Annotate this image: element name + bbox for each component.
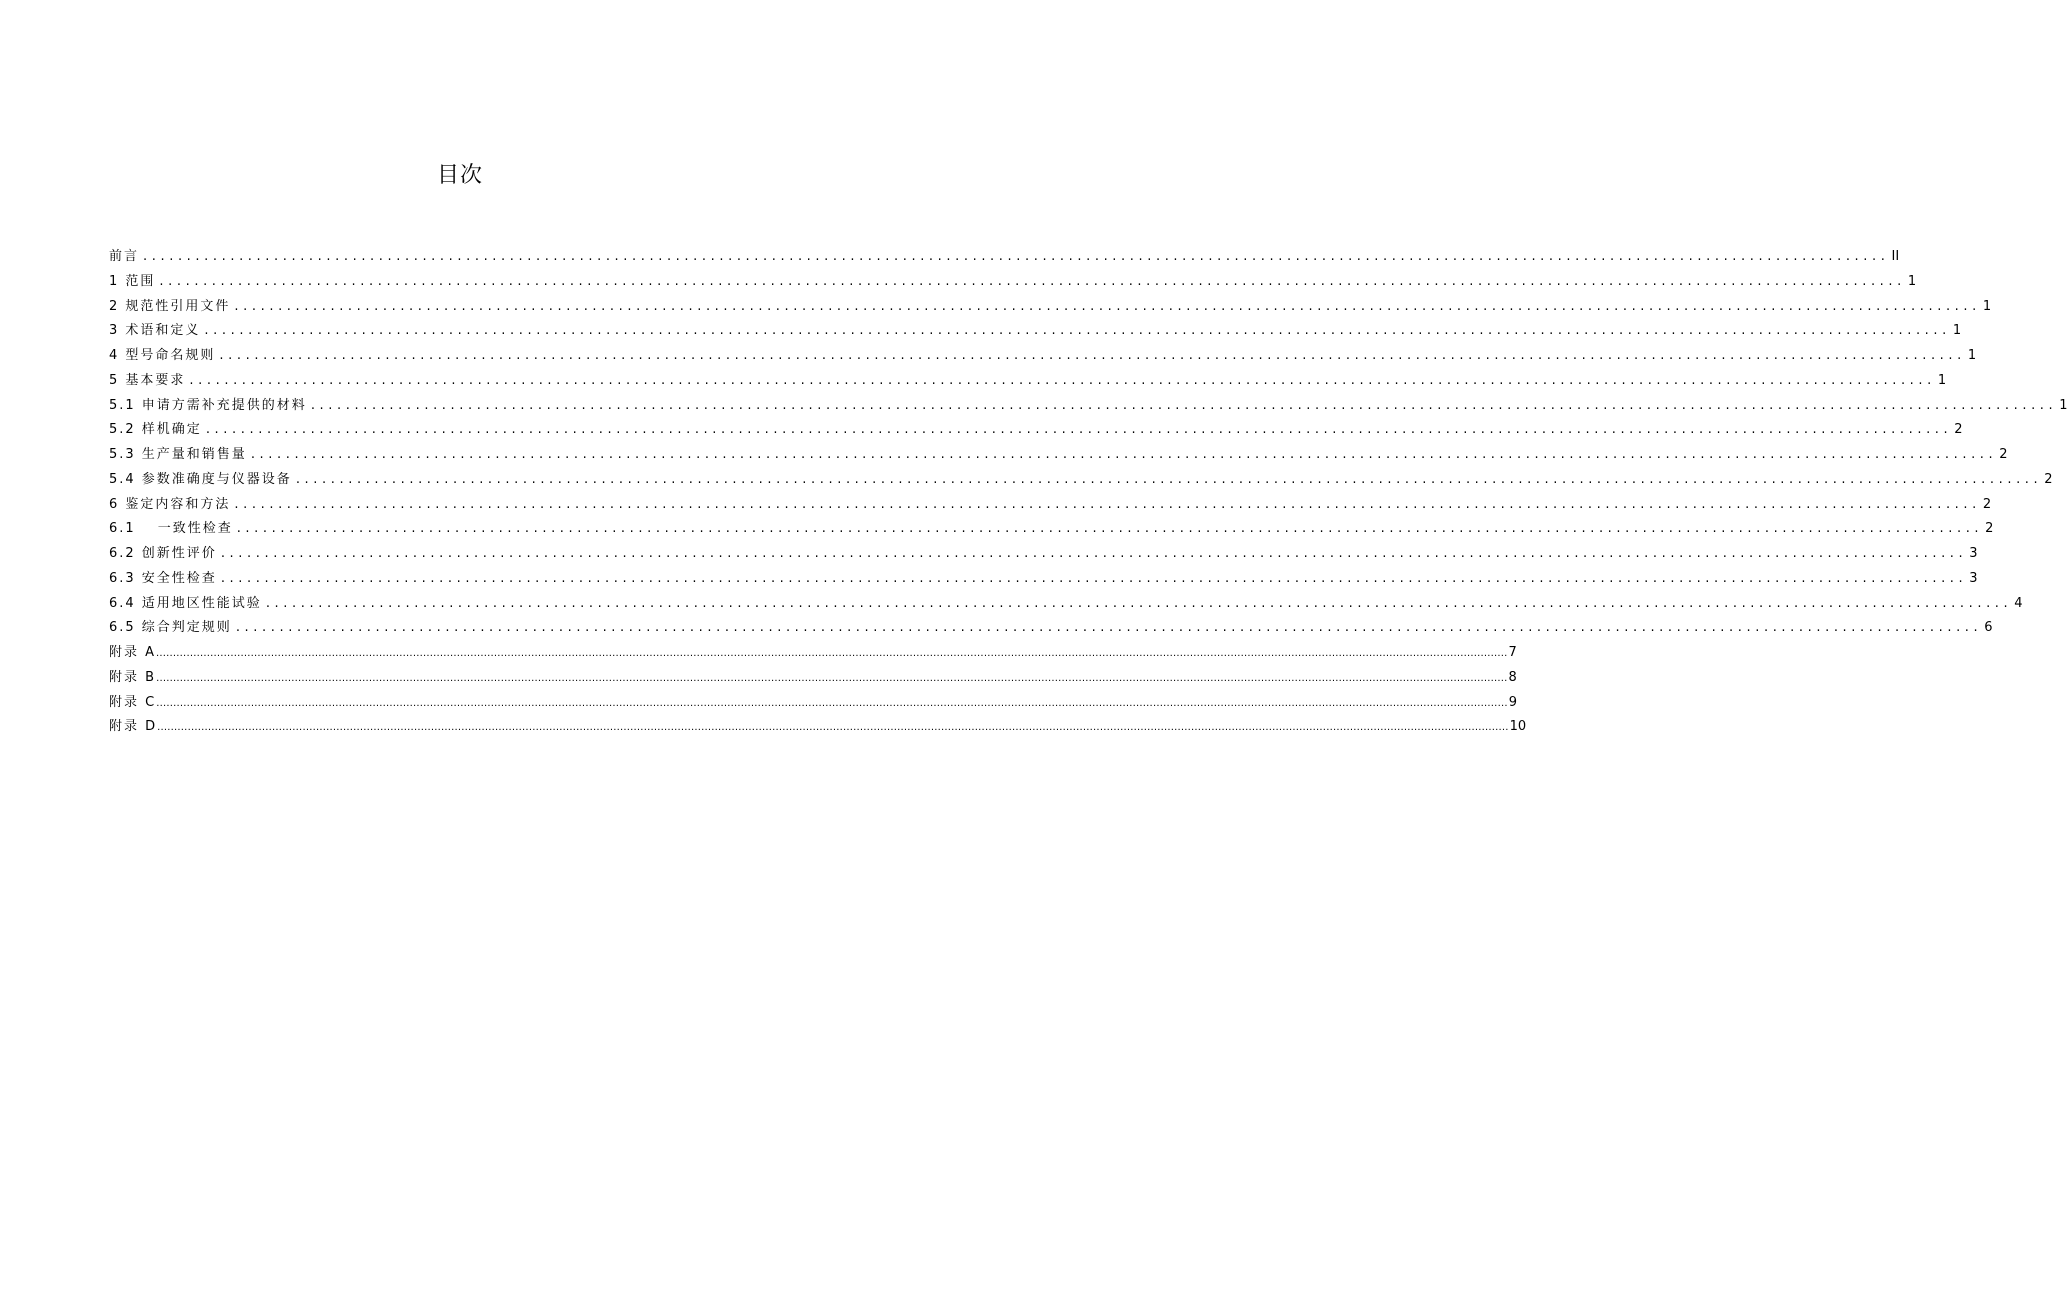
toc-entry-label: 2 规范性引用文件 [109, 298, 231, 314]
toc-dot-leader: ........................................................................................................................................................................................................ [189, 372, 1936, 388]
toc-entry-page-number: 7 [1508, 645, 1517, 660]
toc-entry-label: 附录 A [109, 645, 157, 660]
toc-entry-label: 6.2 创新性评价 [109, 546, 217, 561]
toc-entry-label: 6.3 安全性检查 [109, 570, 217, 586]
toc-entry-page-number: 2 [1985, 521, 1994, 537]
toc-dot-leader: ........................................................................................................................................................................................................ [159, 273, 1906, 289]
toc-entry[interactable] [109, 567, 1978, 592]
toc-dot-leader: ................................................................................................................................................................................................................................................................................................................................................................................................................ [156, 697, 1508, 709]
toc-entry-page-number: 10 [1509, 719, 1527, 735]
toc-entry[interactable] [109, 443, 2008, 468]
toc-entry[interactable] [109, 592, 2023, 617]
toc-dot-leader: ........................................................................................................................................................................................................ [143, 249, 1890, 264]
toc-entry-label: 5 基本要求 [109, 372, 186, 388]
toc-dot-leader: ........................................................................................................................................................................................................ [265, 595, 2013, 611]
toc-entry-page-number: 3 [1969, 546, 1978, 561]
toc-entry-label: 3 术语和定义 [109, 323, 201, 339]
toc-dot-leader: ........................................................................................................................................................................................................ [295, 471, 2043, 487]
toc-entry-page-number: 1 [1907, 273, 1917, 289]
toc-entry-page-number: 2 [1999, 447, 2008, 462]
toc-entry[interactable] [109, 616, 1993, 641]
toc-entry-label: 5.1 申请方需补充提供的材料 [109, 397, 307, 413]
toc-entry-page-number: 4 [2014, 595, 2023, 611]
toc-entry-page-number: 9 [1508, 694, 1517, 710]
toc-entry-page-number: 8 [1508, 669, 1517, 685]
toc-dot-leader: ........................................................................................................................................................................................................ [220, 570, 1968, 586]
toc-dot-leader: ........................................................................................................................................................................................................ [236, 521, 1984, 537]
toc-dot-leader: ................................................................................................................................................................................................................................................................................................................................................................................................................ [156, 648, 1508, 659]
toc-entry-label: 5.3 生产量和销售量 [109, 447, 247, 462]
toc-entry-label: 6 鉴定内容和方法 [109, 496, 231, 512]
toc-dot-leader: ................................................................................................................................................................................................................................................................................................................................................................................................................ [157, 722, 1509, 734]
toc-dot-leader: ........................................................................................................................................................................................................ [234, 496, 1981, 512]
toc-entry-page-number: 1 [1937, 372, 1947, 388]
toc-entry-page-number: 1 [1982, 298, 1992, 314]
toc-entry-page-number: 1 [2059, 397, 2068, 413]
toc-entry[interactable] [109, 394, 2068, 419]
toc-entry-label: 附录 C [109, 694, 157, 710]
toc-entry[interactable] [109, 344, 1977, 369]
toc-entry-label: 6.5 综合判定规则 [109, 620, 232, 636]
toc-dot-leader: ........................................................................................................................................................................................................ [205, 422, 1953, 438]
toc-entry[interactable] [109, 369, 1947, 394]
toc-entry[interactable] [109, 715, 1527, 740]
toc-entry[interactable] [109, 493, 1992, 518]
toc-entry-page-number: 1 [1967, 348, 1977, 363]
toc-entry-page-number: 2 [1954, 422, 1963, 438]
toc-entry[interactable] [109, 691, 1517, 716]
table-of-contents [109, 245, 2068, 740]
toc-entry-page-number: 2 [2044, 471, 2053, 487]
toc-entry-label: 前言 [109, 249, 140, 264]
toc-entry-label: 附录 B [109, 669, 157, 685]
toc-entry-label: 1 范围 [109, 273, 156, 289]
toc-entry[interactable] [109, 319, 1962, 344]
toc-entry-label: 附录 D [109, 719, 158, 735]
toc-entry-label: 6.4 适用地区性能试验 [109, 595, 262, 611]
toc-entry[interactable] [109, 418, 1963, 443]
toc-dot-leader: ........................................................................................................................................................................................................ [250, 447, 1998, 462]
toc-entry-label: 6.1 一致性检查 [109, 521, 233, 537]
toc-dot-leader: ........................................................................................................................................................................................................ [234, 298, 1981, 314]
toc-dot-leader: ........................................................................................................................................................................................................ [220, 546, 1968, 561]
toc-entry[interactable] [109, 295, 1992, 320]
toc-dot-leader: ........................................................................................................................................................................................................ [310, 397, 2058, 413]
toc-entry-page-number: 1 [1952, 323, 1962, 339]
toc-entry-page-number: 6 [1984, 620, 1993, 636]
toc-entry[interactable] [109, 517, 1994, 542]
toc-dot-leader: ........................................................................................................................................................................................................ [219, 348, 1966, 363]
toc-entry-page-number: 3 [1969, 570, 1978, 586]
toc-entry-label: 5.2 样机确定 [109, 422, 202, 438]
page-title: 目次 [436, 163, 483, 188]
toc-entry[interactable] [109, 666, 1517, 691]
toc-dot-leader: ................................................................................................................................................................................................................................................................................................................................................................................................................ [156, 672, 1508, 684]
toc-dot-leader: ........................................................................................................................................................................................................ [204, 323, 1951, 339]
toc-entry-label: 4 型号命名规则 [109, 348, 216, 363]
toc-entry[interactable] [109, 542, 1978, 567]
toc-entry-page-number: II [1891, 249, 1900, 264]
toc-entry[interactable] [109, 468, 2053, 493]
toc-entry-label: 5.4 参数准确度与仪器设备 [109, 471, 292, 487]
toc-entry-page-number: 2 [1982, 496, 1992, 512]
toc-entry[interactable] [109, 641, 1517, 666]
toc-entry[interactable] [109, 270, 1917, 295]
toc-entry[interactable] [109, 245, 1900, 270]
toc-dot-leader: ........................................................................................................................................................................................................ [235, 620, 1983, 636]
toc-entry-label-suffix: 一致性检查 [157, 521, 233, 537]
